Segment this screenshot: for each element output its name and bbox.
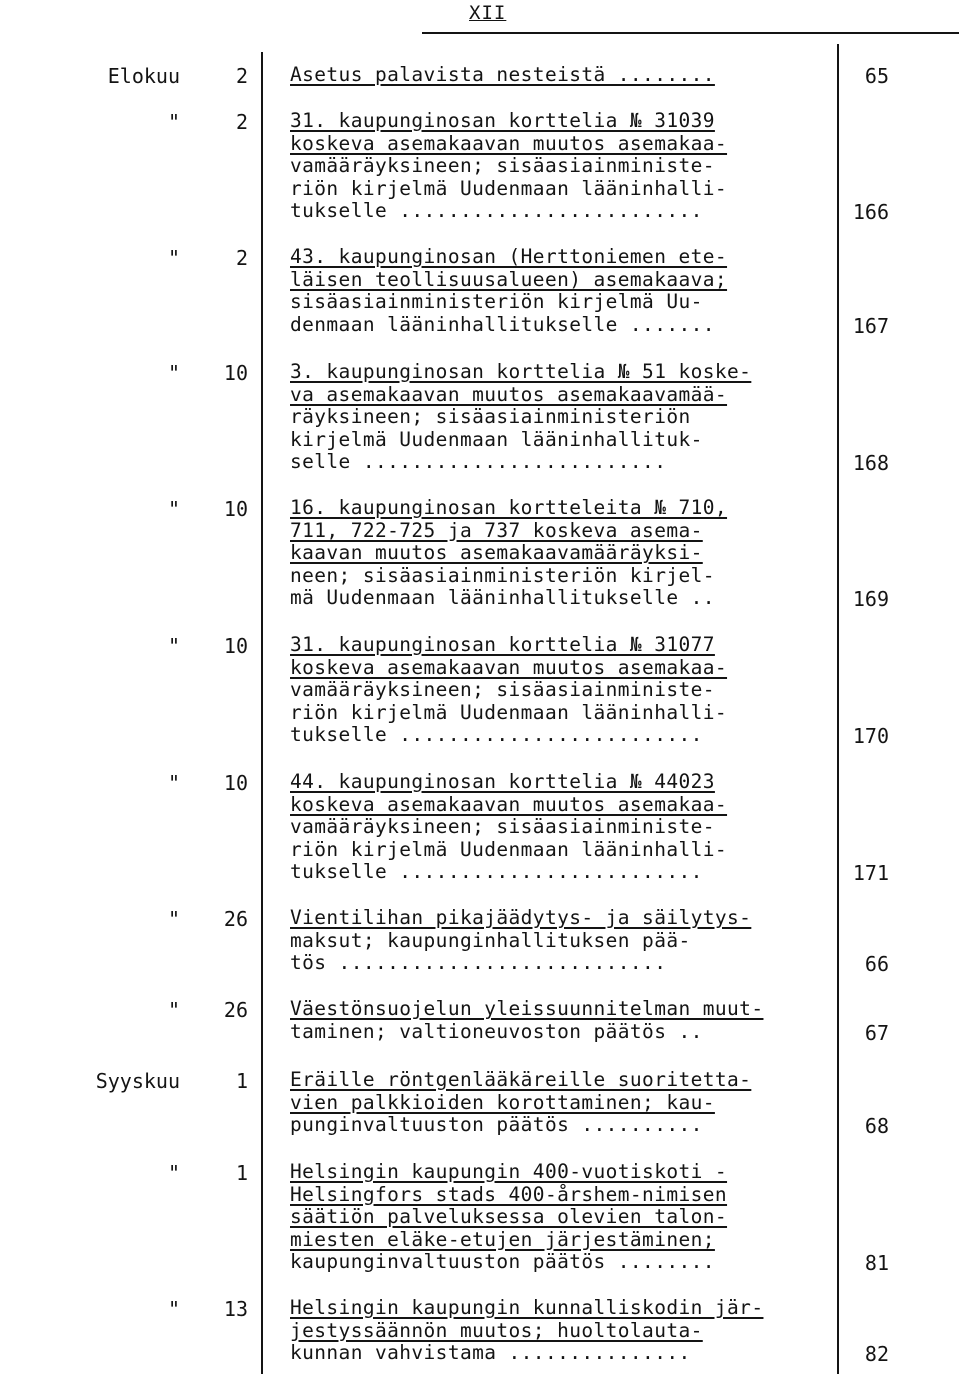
entry-description-line: koskeva asemakaavan muutos asemakaa- xyxy=(290,655,728,679)
entry-description-line: neen; sisäasiainministeriön kirjel- xyxy=(290,563,715,587)
entry-month: Elokuu xyxy=(107,64,180,88)
entry-description-line: 3. kaupunginosan korttelia № 51 koske- xyxy=(290,360,752,383)
entry-description xyxy=(290,1297,825,1365)
entry-description-line: maksut; kaupunginhallituksen pää- xyxy=(290,928,691,952)
entry-day: 2 xyxy=(235,246,248,270)
entry-description-line: 44. kaupunginosan korttelia № 44023 xyxy=(290,770,715,793)
entry-description xyxy=(290,64,825,87)
entry-description-line: riön kirjelmä Uudenmaan lääninhalli- xyxy=(290,837,728,861)
entry-description-line: Helsingin kaupungin 400-vuotiskoti - xyxy=(290,1160,728,1183)
entry-description-line: räyksineen; sisäasiainministeriön xyxy=(290,405,691,429)
entry-month: " xyxy=(167,1297,180,1321)
entry-description-line: jestyssäännön muutos; huoltolauta- xyxy=(290,1318,703,1342)
entry-day: 1 xyxy=(235,1161,248,1185)
entry-description-line: miesten eläke-etujen järjestäminen; xyxy=(290,1227,715,1251)
entry-month: " xyxy=(167,998,180,1022)
entry-description xyxy=(290,497,825,610)
entry-month: " xyxy=(167,497,180,521)
entry-description-line: 31. kaupunginosan korttelia № 31077 xyxy=(290,633,715,656)
entry-page-number: 170 xyxy=(852,724,889,749)
entry-day: 13 xyxy=(223,1297,248,1321)
entry-description-line: tukselle ......................... xyxy=(290,723,703,747)
entry-description xyxy=(290,110,825,223)
entry-description-line: koskeva asemakaavan muutos asemakaa- xyxy=(290,792,728,816)
entry-description-line: riön kirjelmä Uudenmaan lääninhalli- xyxy=(290,700,728,724)
entry-page-number: 171 xyxy=(852,861,889,886)
entry-description-line: vamääräyksineen; sisäasiainministe- xyxy=(290,678,715,702)
entry-month: " xyxy=(167,634,180,658)
entry-page-number: 166 xyxy=(852,200,889,225)
entry-description-line: denmaan lääninhallitukselle ....... xyxy=(290,312,715,336)
entry-day: 10 xyxy=(223,634,248,658)
entry-description-line: kirjelmä Uudenmaan lääninhallituk- xyxy=(290,427,703,451)
entry-description-line: Vientilihan pikajäädytys- ja säilytys- xyxy=(290,906,752,929)
entry-month: " xyxy=(167,1161,180,1185)
entry-description-line: va asemakaavan muutos asemakaavamää- xyxy=(290,382,728,406)
entry-description-line: vamääräyksineen; sisäasiainministe- xyxy=(290,154,715,178)
page-number: XII xyxy=(469,2,507,24)
entry-description xyxy=(290,361,825,474)
entry-description xyxy=(290,1161,825,1274)
entry-month: " xyxy=(167,246,180,270)
entry-day: 2 xyxy=(235,64,248,88)
entry-month: " xyxy=(167,361,180,385)
entry-day: 26 xyxy=(223,998,248,1022)
entry-description-line: Asetus palavista nesteistä ........ xyxy=(290,63,715,86)
entry-page-number: 66 xyxy=(864,952,889,977)
entry-description xyxy=(290,634,825,747)
entry-page-number: 68 xyxy=(864,1114,889,1139)
entry-description xyxy=(290,246,825,336)
entry-description-line: tös ........................... xyxy=(290,951,667,975)
entry-description-line: 43. kaupunginosan (Herttoniemen ete- xyxy=(290,245,728,268)
entry-month: " xyxy=(167,907,180,931)
entry-description-line: kunnan vahvistama ............... xyxy=(290,1341,691,1365)
entry-description-line: 16. kaupunginosan kortteleita № 710, xyxy=(290,496,728,519)
entry-description-line: sisäasiainministeriön kirjelmä Uu- xyxy=(290,290,703,314)
entry-page-number: 167 xyxy=(852,313,889,338)
entry-day: 10 xyxy=(223,497,248,521)
entry-description xyxy=(290,771,825,884)
entry-description-line: tukselle ......................... xyxy=(290,860,703,884)
entry-day: 2 xyxy=(235,110,248,134)
entry-page-number: 65 xyxy=(864,64,889,88)
entry-description-line: kaavan muutos asemakaavamääräyksi- xyxy=(290,541,703,565)
entry-description-line: tukselle ......................... xyxy=(290,199,703,223)
entry-description-line: säätiön palveluksessa olevien talon- xyxy=(290,1205,728,1229)
column-divider-right xyxy=(837,44,839,1374)
entry-description xyxy=(290,907,825,975)
entry-description-line: läisen teollisuusalueen) asemakaava; xyxy=(290,267,728,291)
entry-page-number: 168 xyxy=(852,451,889,476)
entry-description-line: Helsingin kaupungin kunnalliskodin jär- xyxy=(290,1296,764,1319)
entry-description xyxy=(290,1069,825,1137)
entry-description-line: selle ......................... xyxy=(290,450,667,474)
entry-description-line: 711, 722-725 ja 737 koskeva asema- xyxy=(290,518,703,542)
top-rule xyxy=(422,32,959,34)
entry-page-number: 81 xyxy=(864,1251,889,1276)
entry-month: " xyxy=(167,110,180,134)
entry-description-line: vamääräyksineen; sisäasiainministe- xyxy=(290,815,715,839)
entry-month: " xyxy=(167,771,180,795)
entry-description-line: Eräille röntgenlääkäreille suoritetta- xyxy=(290,1068,752,1091)
entry-description-line: riön kirjelmä Uudenmaan lääninhalli- xyxy=(290,176,728,200)
entry-day: 1 xyxy=(235,1069,248,1093)
entry-description-line: koskeva asemakaavan muutos asemakaa- xyxy=(290,131,728,155)
entry-day: 10 xyxy=(223,771,248,795)
entry-month: Syyskuu xyxy=(95,1069,180,1093)
entry-description-line: Väestönsuojelun yleissuunnitelman muut- xyxy=(290,997,764,1020)
entry-page-number: 169 xyxy=(852,587,889,612)
entry-day: 10 xyxy=(223,361,248,385)
entry-description-line: taminen; valtioneuvoston päätös .. xyxy=(290,1019,703,1043)
entry-description-line: kaupunginvaltuuston päätös ........ xyxy=(290,1250,715,1274)
entry-page-number: 82 xyxy=(864,1342,889,1367)
entry-description-line: mä Uudenmaan lääninhallitukselle .. xyxy=(290,586,715,610)
entry-page-number: 67 xyxy=(864,1020,889,1045)
entry-description-line: 31. kaupunginosan korttelia № 31039 xyxy=(290,109,715,132)
entry-description-line: punginvaltuuston päätös .......... xyxy=(290,1113,703,1137)
entry-description-line: Helsingfors stads 400-årshem-nimisen xyxy=(290,1182,728,1206)
entry-description-line: vien palkkioiden korottaminen; kau- xyxy=(290,1090,715,1114)
column-divider-left xyxy=(261,52,263,1374)
entry-day: 26 xyxy=(223,907,248,931)
entry-description xyxy=(290,998,825,1043)
